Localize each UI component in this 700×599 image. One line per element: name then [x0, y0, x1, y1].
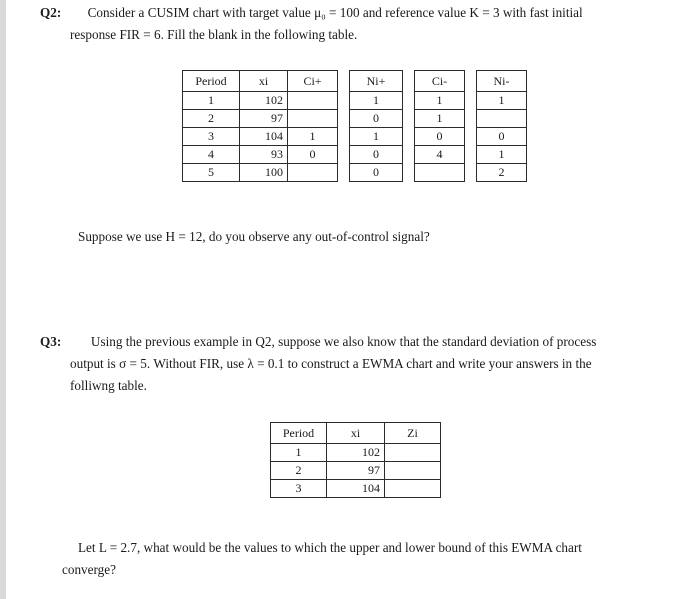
q3-label: Q3:	[40, 334, 62, 349]
header-xi: xi	[327, 423, 385, 444]
cell-xi: 102	[327, 444, 385, 462]
q3-line-3: folliwng table.	[70, 378, 147, 393]
column-gap	[338, 110, 350, 128]
column-gap	[465, 92, 477, 110]
cell-ci-plus[interactable]	[288, 92, 338, 110]
column-gap	[338, 71, 350, 92]
header-zi: Zi	[385, 423, 441, 444]
cell-ni-minus: 2	[477, 164, 527, 182]
cell-ni-plus: 0	[350, 110, 403, 128]
q3-question	[62, 537, 672, 581]
table-row	[183, 92, 527, 110]
cell-xi: 97	[327, 462, 385, 480]
cell-period: 4	[183, 146, 240, 164]
q3-prompt	[40, 331, 670, 397]
column-gap	[403, 110, 415, 128]
cell-xi: 100	[240, 164, 288, 182]
cell-zi[interactable]	[385, 444, 441, 462]
cell-ni-minus[interactable]	[477, 110, 527, 128]
cell-zi[interactable]	[385, 462, 441, 480]
table-row	[183, 164, 527, 182]
table-row	[183, 146, 527, 164]
cell-ni-minus: 1	[477, 92, 527, 110]
cell-xi: 104	[240, 128, 288, 146]
cell-ni-plus: 0	[350, 164, 403, 182]
header-ni-plus: Ni+	[350, 71, 403, 92]
table-row	[183, 128, 527, 146]
header-period: Period	[271, 423, 327, 444]
q2-line-1: Consider a CUSIM chart with target value μ₀ = 100 and reference value K = 3 with fast initial	[87, 5, 583, 20]
cell-xi: 97	[240, 110, 288, 128]
column-gap	[338, 164, 350, 182]
table-row	[271, 444, 441, 462]
cell-ci-minus: 1	[415, 110, 465, 128]
header-period: Period	[183, 71, 240, 92]
cell-xi: 102	[240, 92, 288, 110]
q2-line-2: response FIR = 6. Fill the blank in the following table.	[70, 27, 358, 42]
table-row	[271, 480, 441, 498]
cell-ni-minus: 0	[477, 128, 527, 146]
cell-xi: 104	[327, 480, 385, 498]
q2-prompt	[40, 2, 680, 46]
table-row	[271, 462, 441, 480]
cell-ci-plus: 0	[288, 146, 338, 164]
cell-period: 2	[271, 462, 327, 480]
cell-period: 5	[183, 164, 240, 182]
cusum-table	[182, 70, 527, 182]
column-gap	[403, 71, 415, 92]
q3-question-line-1: Let L = 2.7, what would be the values to which the upper and lower bound of this EWMA chart	[78, 540, 582, 555]
cell-ci-minus: 1	[415, 92, 465, 110]
column-gap	[465, 146, 477, 164]
cell-ni-plus: 1	[350, 92, 403, 110]
column-gap	[403, 146, 415, 164]
cell-ci-plus[interactable]	[288, 164, 338, 182]
cell-period: 3	[183, 128, 240, 146]
q3-line-2: output is σ = 5. Without FIR, use λ = 0.1 to construct a EWMA chart and write your answers in the	[70, 356, 592, 371]
column-gap	[403, 128, 415, 146]
column-gap	[465, 110, 477, 128]
cell-ci-minus[interactable]	[415, 164, 465, 182]
table-row	[183, 110, 527, 128]
column-gap	[403, 92, 415, 110]
left-edge-shadow	[0, 0, 6, 599]
column-gap	[338, 92, 350, 110]
cell-ci-minus: 4	[415, 146, 465, 164]
column-gap	[465, 164, 477, 182]
cell-xi: 93	[240, 146, 288, 164]
cell-zi[interactable]	[385, 480, 441, 498]
column-gap	[465, 128, 477, 146]
ewma-header-row	[271, 423, 441, 444]
cell-ci-plus[interactable]	[288, 110, 338, 128]
column-gap	[338, 146, 350, 164]
q2-label: Q2:	[40, 5, 62, 20]
cell-ni-plus: 1	[350, 128, 403, 146]
q3-line-1: Using the previous example in Q2, suppose we also know that the standard deviation of process	[90, 334, 597, 349]
header-xi: xi	[240, 71, 288, 92]
cell-ni-minus: 1	[477, 146, 527, 164]
cusum-header-row	[183, 71, 527, 92]
cell-period: 1	[271, 444, 327, 462]
cell-period: 3	[271, 480, 327, 498]
column-gap	[338, 128, 350, 146]
header-ci-minus: Ci-	[415, 71, 465, 92]
cell-period: 1	[183, 92, 240, 110]
cell-ci-minus: 0	[415, 128, 465, 146]
column-gap	[403, 164, 415, 182]
column-gap	[465, 71, 477, 92]
header-ni-minus: Ni-	[477, 71, 527, 92]
header-ci-plus: Ci+	[288, 71, 338, 92]
q3-question-line-2: converge?	[62, 562, 116, 577]
cell-ni-plus: 0	[350, 146, 403, 164]
cell-period: 2	[183, 110, 240, 128]
cell-ci-plus: 1	[288, 128, 338, 146]
q2-question: Suppose we use H = 12, do you observe any out-of-control signal?	[78, 229, 430, 244]
ewma-table	[270, 422, 441, 498]
